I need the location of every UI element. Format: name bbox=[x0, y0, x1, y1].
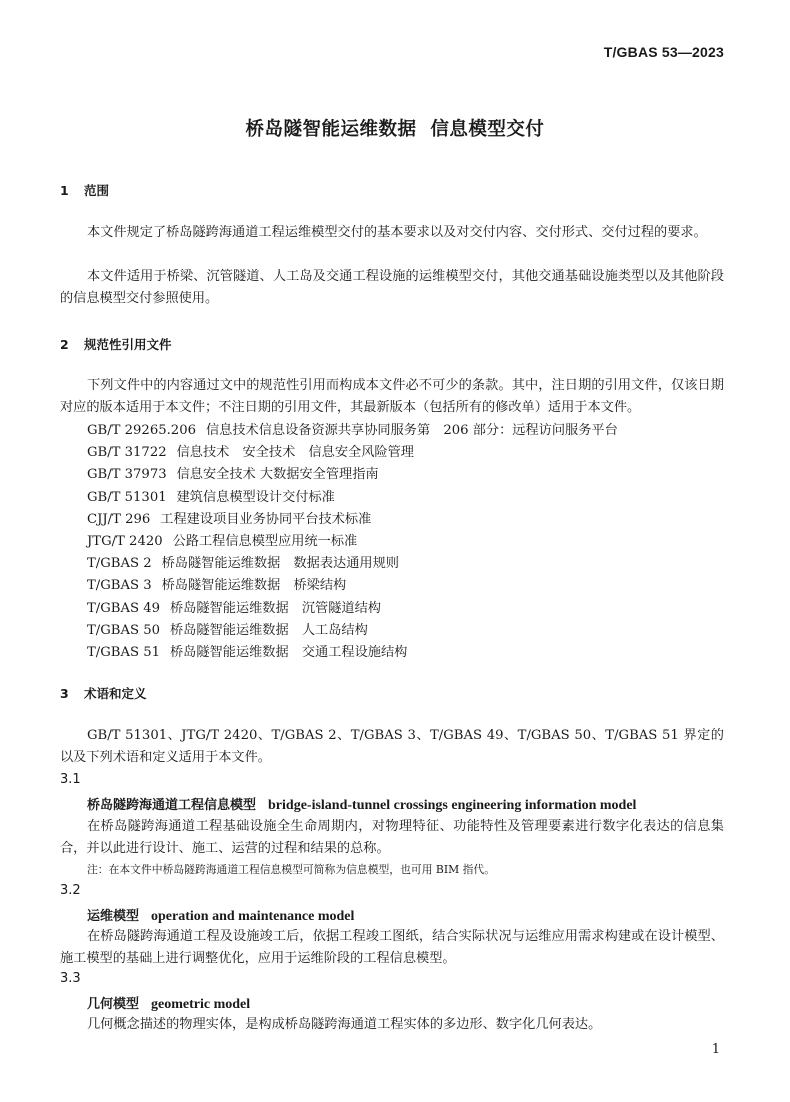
term-heading bbox=[87, 905, 354, 925]
scope-paragraph-1: 本文件规定了桥岛隧跨海通道工程运维模型交付的基本要求以及对交付内容、交付形式、交付过程的要求。 bbox=[87, 225, 707, 240]
term-number: 3.2 bbox=[60, 883, 81, 898]
term-heading bbox=[87, 993, 250, 1013]
section-heading-terms bbox=[60, 684, 147, 702]
term-name-zh: 运维模型 bbox=[87, 909, 140, 924]
term-note: 注：在本文件中桥岛隧跨海通道工程信息模型可简称为信息模型，也可用 BIM 指代。 bbox=[87, 863, 496, 876]
reference-code: T/GBAS 51 bbox=[87, 644, 160, 660]
reference-code: GB/T 31722 bbox=[87, 445, 167, 461]
term-name-en: operation and maintenance model bbox=[151, 909, 355, 924]
reference-item bbox=[87, 464, 618, 486]
reference-code: CJJ/T 296 bbox=[87, 511, 151, 527]
term-name-zh: 几何模型 bbox=[87, 997, 140, 1012]
reference-code: JTG/T 2420 bbox=[87, 533, 163, 549]
page-title: 桥岛隧智能运维数据 信息模型交付 bbox=[245, 119, 545, 140]
references-intro: 下列文件中的内容通过文中的规范性引用而构成本文件必不可少的条款。其中，注日期的引用文件，仅该日期对应的版本适用于本文件；不注日期的引用文件，其最新版本（包括所有的修改单）适用于本文件。 bbox=[60, 378, 724, 415]
reference-item bbox=[87, 575, 618, 597]
reference-item bbox=[87, 487, 618, 509]
term-heading bbox=[87, 794, 636, 814]
term-number: 3.3 bbox=[60, 971, 81, 986]
reference-name: 信息技术信息设备资源共享协同服务第 206 部分：远程访问服务平台 bbox=[205, 423, 618, 438]
term-name-en: bridge-island-tunnel crossings engineering information model bbox=[268, 798, 637, 813]
reference-name: 建筑信息模型设计交付标准 bbox=[176, 489, 335, 505]
reference-item bbox=[87, 598, 618, 620]
reference-name: 信息安全技术 大数据安全管理指南 bbox=[176, 467, 379, 483]
terms-intro: GB/T 51301、JTG/T 2420、T/GBAS 2、T/GBAS 3、T/GBAS 49、T/GBAS 50、T/GBAS 51 界定的以及下列术语和定义适用于本文件。 bbox=[60, 728, 724, 765]
reference-item bbox=[87, 420, 618, 442]
section-number: 3 bbox=[60, 686, 69, 701]
section-title: 规范性引用文件 bbox=[84, 337, 172, 352]
reference-name: 桥岛隧智能运维数据 数据表达通用规则 bbox=[161, 556, 399, 572]
term-name-zh: 桥岛隧跨海通道工程信息模型 bbox=[87, 798, 257, 813]
reference-name: 工程建设项目业务协同平台技术标准 bbox=[160, 511, 372, 527]
reference-item bbox=[87, 553, 618, 575]
term-definition: 几何概念描述的物理实体，是构成桥岛隧跨海通道工程实体的多边形、数字化几何表达。 bbox=[87, 1017, 602, 1032]
reference-item bbox=[87, 442, 618, 464]
reference-code: T/GBAS 50 bbox=[87, 622, 160, 638]
section-number: 1 bbox=[60, 183, 69, 198]
reference-name: 桥岛隧智能运维数据 交通工程设施结构 bbox=[170, 644, 408, 660]
term-definition: 在桥岛隧跨海通道工程基础设施全生命周期内，对物理特征、功能特性及管理要素进行数字化表达的信息集合，并以此进行设计、施工、运营的过程和结果的总称。 bbox=[60, 819, 724, 856]
reference-item bbox=[87, 531, 618, 553]
reference-item bbox=[87, 642, 618, 664]
term-name-en: geometric model bbox=[151, 997, 251, 1012]
reference-code: GB/T 37973 bbox=[87, 467, 167, 483]
term-definition: 在桥岛隧跨海通道工程及设施竣工后，依据工程竣工图纸，结合实际状况与运维应用需求构建或在设计模型、施工模型的基础上进行调整优化，应用于运维阶段的工程信息模型。 bbox=[60, 929, 724, 966]
reference-name: 桥岛隧智能运维数据 桥梁结构 bbox=[161, 578, 347, 594]
reference-code: T/GBAS 49 bbox=[87, 600, 160, 616]
reference-code: GB/T 51301 bbox=[87, 489, 167, 505]
reference-code: T/GBAS 3 bbox=[87, 578, 152, 594]
reference-item bbox=[87, 620, 618, 642]
reference-name: 桥岛隧智能运维数据 沉管隧道结构 bbox=[170, 600, 381, 616]
section-heading-scope bbox=[60, 181, 109, 199]
section-number: 2 bbox=[60, 337, 69, 352]
reference-name: 公路工程信息模型应用统一标准 bbox=[172, 533, 358, 549]
document-code: T/GBAS 53—2023 bbox=[603, 44, 724, 60]
scope-paragraph-2: 本文件适用于桥梁、沉管隧道、人工岛及交通工程设施的运维模型交付，其他交通基础设施类型以及其他阶段的信息模型交付参照使用。 bbox=[60, 269, 724, 306]
reference-code: GB/T 29265.206 bbox=[87, 423, 196, 438]
reference-name: 桥岛隧智能运维数据 人工岛结构 bbox=[170, 622, 368, 638]
reference-name: 信息技术 安全技术 信息安全风险管理 bbox=[176, 445, 414, 461]
reference-list bbox=[87, 420, 618, 664]
reference-code: T/GBAS 2 bbox=[87, 556, 152, 572]
page-number: 1 bbox=[711, 1042, 720, 1057]
section-title: 术语和定义 bbox=[84, 686, 147, 701]
term-number: 3.1 bbox=[60, 772, 81, 787]
section-heading-normative-references bbox=[60, 335, 172, 353]
section-title: 范围 bbox=[84, 183, 110, 198]
reference-item bbox=[87, 509, 618, 531]
